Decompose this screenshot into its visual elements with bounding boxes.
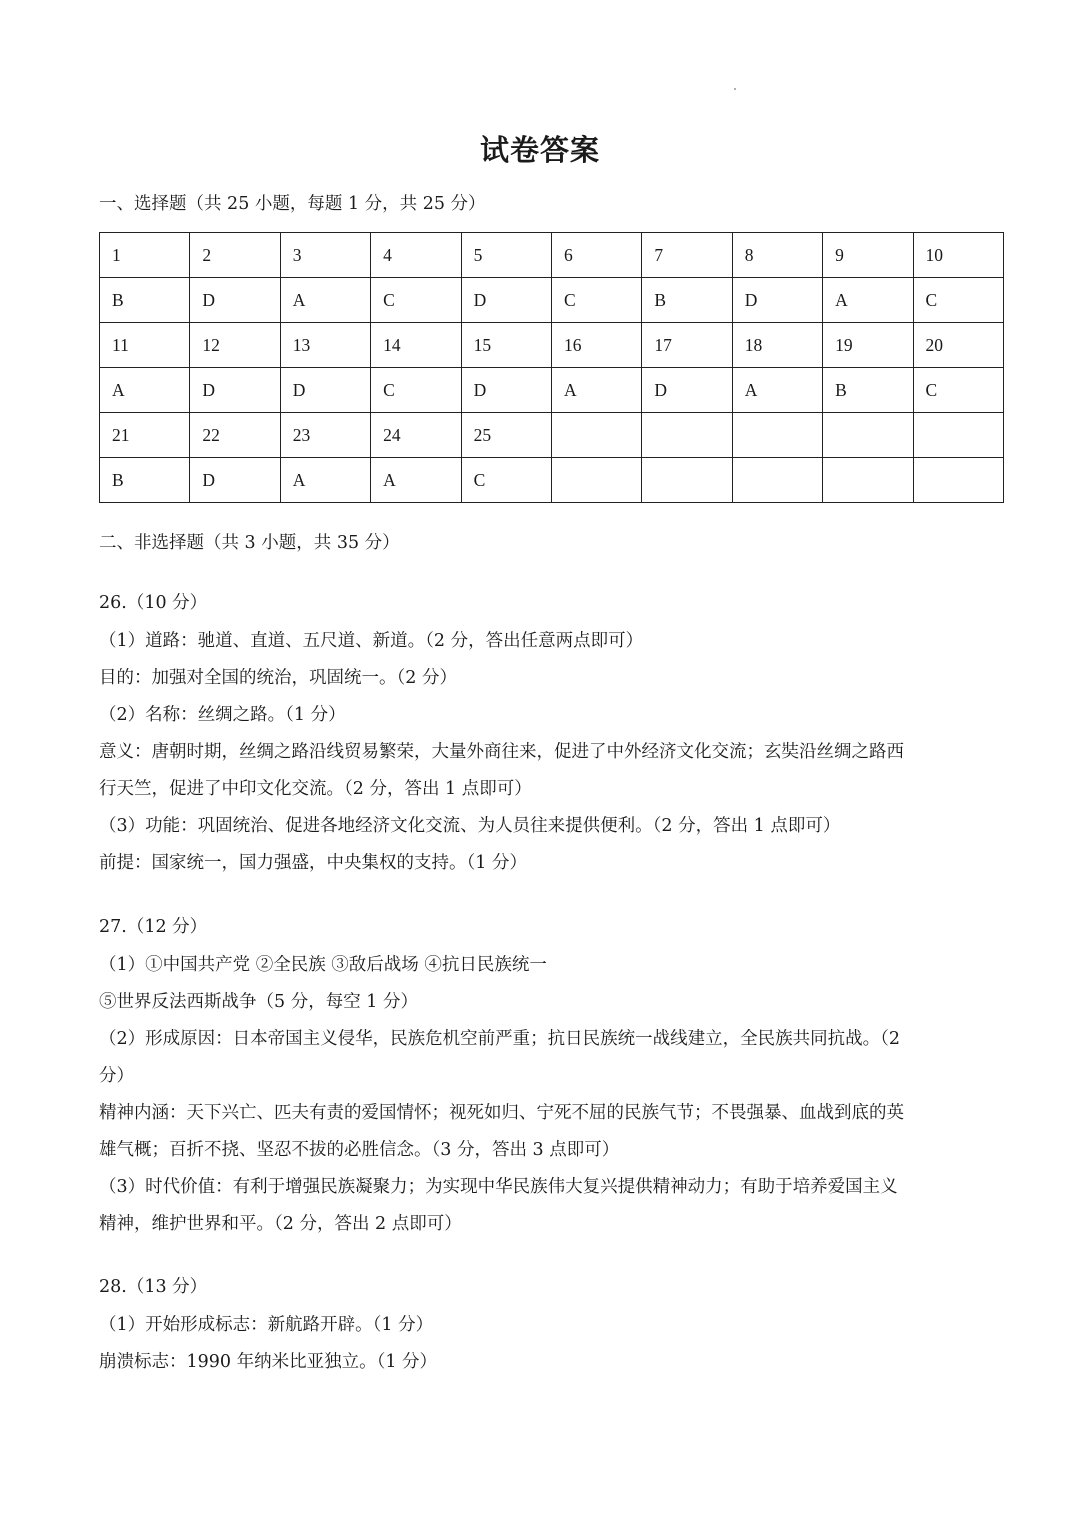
question-26-heading: 26.（10 分） bbox=[99, 593, 208, 613]
answer-line: 目的：加强对全国的统治，巩固统一。（2 分） bbox=[99, 668, 457, 688]
answer-row bbox=[100, 278, 1004, 323]
question-26-answer bbox=[99, 623, 979, 882]
answer-cell bbox=[642, 458, 732, 503]
question-number-cell: 3 bbox=[280, 233, 370, 278]
answer-cell: D bbox=[190, 278, 280, 323]
question-number-row bbox=[100, 323, 1004, 368]
question-number-cell: 25 bbox=[461, 413, 551, 458]
question-number-cell: 9 bbox=[823, 233, 913, 278]
answer-line: 雄气概；百折不挠、坚忍不拔的必胜信念。（3 分，答出 3 点即可） bbox=[99, 1140, 620, 1160]
answer-line: （3）时代价值：有利于增强民族凝聚力；为实现中华民族伟大复兴提供精神动力；有助于培养爱国主义 bbox=[99, 1177, 898, 1197]
answer-line: （3）功能：巩固统治、促进各地经济文化交流、为人员往来提供便利。（2 分，答出 1 点即可） bbox=[99, 816, 841, 836]
question-27-heading: 27.（12 分） bbox=[99, 917, 208, 937]
question-number-cell bbox=[913, 413, 1003, 458]
answer-cell: C bbox=[371, 368, 461, 413]
question-number-cell: 8 bbox=[732, 233, 822, 278]
question-number-cell: 16 bbox=[551, 323, 641, 368]
question-number-cell: 24 bbox=[371, 413, 461, 458]
question-number-cell bbox=[642, 413, 732, 458]
question-number-cell: 23 bbox=[280, 413, 370, 458]
answer-cell: D bbox=[190, 458, 280, 503]
answer-cell: A bbox=[551, 368, 641, 413]
answer-table bbox=[99, 232, 1004, 503]
answer-line: 行天竺，促进了中印文化交流。（2 分，答出 1 点即可） bbox=[99, 779, 532, 799]
question-number-cell: 17 bbox=[642, 323, 732, 368]
question-number-cell: 4 bbox=[371, 233, 461, 278]
answer-cell: C bbox=[371, 278, 461, 323]
answer-line: （2）名称：丝绸之路。（1 分） bbox=[99, 705, 346, 725]
question-number-cell bbox=[551, 413, 641, 458]
question-number-cell: 5 bbox=[461, 233, 551, 278]
answer-cell: C bbox=[913, 368, 1003, 413]
question-number-cell: 18 bbox=[732, 323, 822, 368]
answer-cell: B bbox=[100, 278, 190, 323]
answer-cell: B bbox=[642, 278, 732, 323]
question-number-cell: 11 bbox=[100, 323, 190, 368]
answer-cell: A bbox=[280, 278, 370, 323]
answer-cell bbox=[732, 458, 822, 503]
answer-cell: C bbox=[461, 458, 551, 503]
answer-cell: A bbox=[371, 458, 461, 503]
question-number-cell: 10 bbox=[913, 233, 1003, 278]
answer-cell bbox=[551, 458, 641, 503]
question-number-cell: 12 bbox=[190, 323, 280, 368]
answer-cell: D bbox=[732, 278, 822, 323]
answer-cell: D bbox=[642, 368, 732, 413]
answer-cell: B bbox=[823, 368, 913, 413]
question-number-cell bbox=[823, 413, 913, 458]
answer-line: 精神内涵：天下兴亡、匹夫有责的爱国情怀；视死如归、宁死不屈的民族气节；不畏强暴、血战到底的英 bbox=[99, 1103, 904, 1123]
question-number-cell: 19 bbox=[823, 323, 913, 368]
answer-line: （1）道路：驰道、直道、五尺道、新道。（2 分，答出任意两点即可） bbox=[99, 631, 644, 651]
question-number-cell: 7 bbox=[642, 233, 732, 278]
answer-line: （1）开始形成标志：新航路开辟。（1 分） bbox=[99, 1315, 434, 1335]
question-number-cell: 15 bbox=[461, 323, 551, 368]
question-number-cell: 1 bbox=[100, 233, 190, 278]
question-number-row bbox=[100, 413, 1004, 458]
answer-line: 分） bbox=[99, 1066, 134, 1086]
answer-line: 崩溃标志：1990 年纳米比亚独立。（1 分） bbox=[99, 1352, 438, 1372]
answer-cell: D bbox=[461, 278, 551, 323]
answer-line: 精神，维护世界和平。（2 分，答出 2 点即可） bbox=[99, 1214, 462, 1234]
answer-line: （1）①中国共产党 ②全民族 ③敌后战场 ④抗日民族统一 bbox=[99, 955, 547, 975]
answer-line: ⑤世界反法西斯战争（5 分，每空 1 分） bbox=[99, 992, 418, 1012]
stray-dot bbox=[734, 88, 736, 90]
answer-line: 前提：国家统一，国力强盛，中央集权的支持。（1 分） bbox=[99, 853, 527, 873]
answer-row bbox=[100, 458, 1004, 503]
section-nonchoice-heading: 二、非选择题（共 3 小题，共 35 分） bbox=[99, 533, 400, 553]
question-number-cell bbox=[732, 413, 822, 458]
question-number-cell: 20 bbox=[913, 323, 1003, 368]
question-number-cell: 13 bbox=[280, 323, 370, 368]
question-number-cell: 21 bbox=[100, 413, 190, 458]
answer-cell: A bbox=[280, 458, 370, 503]
answer-line: 意义：唐朝时期，丝绸之路沿线贸易繁荣，大量外商往来，促进了中外经济文化交流；玄奘沿丝绸之路西 bbox=[99, 742, 904, 762]
answer-cell: A bbox=[100, 368, 190, 413]
answer-cell: C bbox=[913, 278, 1003, 323]
answer-cell: C bbox=[551, 278, 641, 323]
question-28-heading: 28.（13 分） bbox=[99, 1277, 208, 1297]
answer-cell: D bbox=[280, 368, 370, 413]
question-number-cell: 2 bbox=[190, 233, 280, 278]
question-number-row bbox=[100, 233, 1004, 278]
question-27-answer bbox=[99, 947, 979, 1243]
answer-cell: D bbox=[190, 368, 280, 413]
page-title: 试卷答案 bbox=[479, 133, 600, 167]
answer-cell: B bbox=[100, 458, 190, 503]
answer-cell: D bbox=[461, 368, 551, 413]
question-number-cell: 22 bbox=[190, 413, 280, 458]
answer-cell: A bbox=[823, 278, 913, 323]
question-number-cell: 6 bbox=[551, 233, 641, 278]
answer-row bbox=[100, 368, 1004, 413]
answer-cell: A bbox=[732, 368, 822, 413]
answer-cell bbox=[823, 458, 913, 503]
answer-cell bbox=[913, 458, 1003, 503]
answer-line: （2）形成原因：日本帝国主义侵华，民族危机空前严重；抗日民族统一战线建立，全民族共同抗战。（2 bbox=[99, 1029, 901, 1049]
question-28-answer bbox=[99, 1307, 979, 1381]
question-number-cell: 14 bbox=[371, 323, 461, 368]
section-choice-heading: 一、选择题（共 25 小题，每题 1 分，共 25 分） bbox=[99, 194, 486, 214]
